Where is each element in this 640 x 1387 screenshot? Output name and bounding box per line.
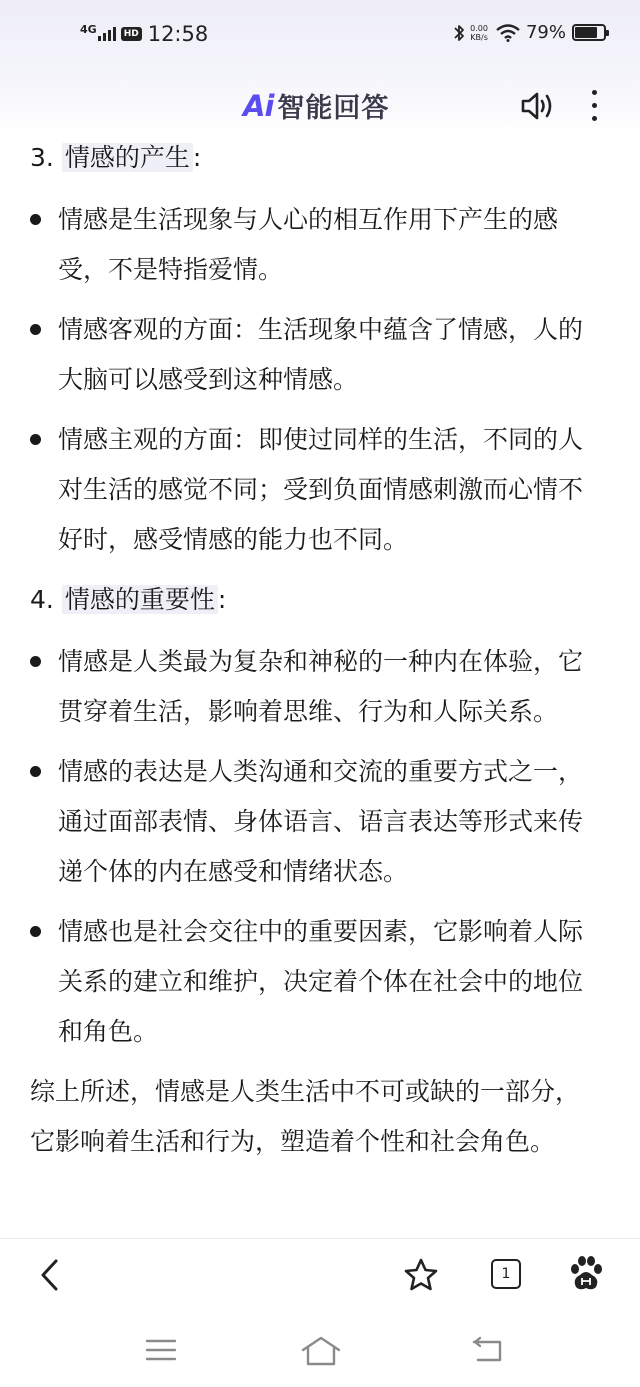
bullet-icon bbox=[30, 656, 41, 667]
summary-paragraph: 综上所述，情感是人类生活中不可或缺的一部分，它影响着生活和行为，塑造着个性和社会角色。 bbox=[30, 1077, 581, 1156]
page-title: 智能回答 bbox=[277, 93, 390, 124]
list-item bbox=[30, 415, 602, 565]
list-item bbox=[30, 195, 602, 295]
list-item-text: 情感也是社会交往中的重要因素，它影响着人际关系的建立和维护，决定着个体在社会中的地位和角色。 bbox=[58, 917, 584, 1046]
signal-icon bbox=[98, 27, 116, 41]
wifi-icon bbox=[496, 24, 520, 42]
section-number: 3. bbox=[30, 143, 54, 172]
status-bar bbox=[0, 0, 640, 72]
bluetooth-icon bbox=[453, 23, 465, 43]
bottom-toolbar bbox=[0, 1238, 640, 1310]
more-vertical-icon[interactable] bbox=[586, 88, 602, 124]
section-heading bbox=[30, 575, 602, 625]
answer-content bbox=[30, 138, 602, 1167]
list-item-text: 情感是人类最为复杂和神秘的一种内在体验，它贯穿着生活，影响着思维、行为和人际关系。 bbox=[58, 647, 584, 726]
list-item bbox=[30, 637, 602, 737]
bullet-icon bbox=[30, 766, 41, 777]
network-type: 4G bbox=[80, 22, 97, 36]
section-title: 情感的产生 bbox=[62, 143, 193, 172]
heading-colon: : bbox=[192, 143, 202, 172]
tabs-icon[interactable] bbox=[491, 1259, 521, 1289]
tab-count: 1 bbox=[501, 1266, 511, 1282]
speaker-icon[interactable] bbox=[520, 90, 556, 122]
hd-badge: HD bbox=[121, 27, 142, 41]
list-item bbox=[30, 747, 602, 897]
heading-colon: : bbox=[217, 585, 227, 614]
system-nav-bar bbox=[0, 1310, 640, 1387]
speed-unit: KB/s bbox=[470, 32, 488, 42]
bullet-icon bbox=[30, 324, 41, 335]
clock: 12:58 bbox=[147, 22, 209, 46]
app-header bbox=[0, 72, 640, 138]
list-item bbox=[30, 305, 602, 405]
ai-logo: Ai bbox=[243, 88, 274, 123]
battery-percent: 79% bbox=[525, 22, 566, 43]
battery-fill bbox=[575, 27, 597, 38]
section-number: 4. bbox=[30, 585, 54, 614]
star-icon[interactable] bbox=[402, 1257, 440, 1293]
return-icon[interactable] bbox=[472, 1336, 504, 1364]
answer-scroll-area[interactable] bbox=[0, 138, 640, 1238]
bullet-icon bbox=[30, 926, 41, 937]
title-group bbox=[243, 86, 389, 125]
back-arrow-icon[interactable] bbox=[36, 1257, 64, 1293]
status-right bbox=[453, 22, 606, 43]
list-item-text: 情感客观的方面：生活现象中蕴含了情感，人的大脑可以感受到这种情感。 bbox=[58, 315, 584, 394]
home-icon[interactable] bbox=[300, 1336, 342, 1366]
bullet-icon bbox=[30, 434, 41, 445]
network-speed bbox=[470, 24, 488, 42]
status-left bbox=[80, 22, 208, 46]
battery-icon bbox=[572, 24, 606, 41]
section-heading bbox=[30, 138, 602, 183]
speed-value: 0.00 bbox=[470, 23, 488, 33]
section-title: 情感的重要性 bbox=[62, 585, 218, 614]
list-item-text: 情感是生活现象与人心的相互作用下产生的感受，不是特指爱情。 bbox=[58, 205, 559, 284]
list-item-text: 情感的表达是人类沟通和交流的重要方式之一，通过面部表情、身体语言、语言表达等形式来传递个体的内在感受和情绪状态。 bbox=[58, 757, 584, 886]
list-item-text: 情感主观的方面：即使过同样的生活，不同的人对生活的感觉不同；受到负面情感刺激而心情不好时，感受情感的能力也不同。 bbox=[58, 425, 584, 554]
bullet-icon bbox=[30, 214, 41, 225]
baidu-paw-icon[interactable] bbox=[568, 1255, 604, 1293]
menu-icon[interactable] bbox=[145, 1338, 177, 1362]
list-item bbox=[30, 907, 602, 1057]
